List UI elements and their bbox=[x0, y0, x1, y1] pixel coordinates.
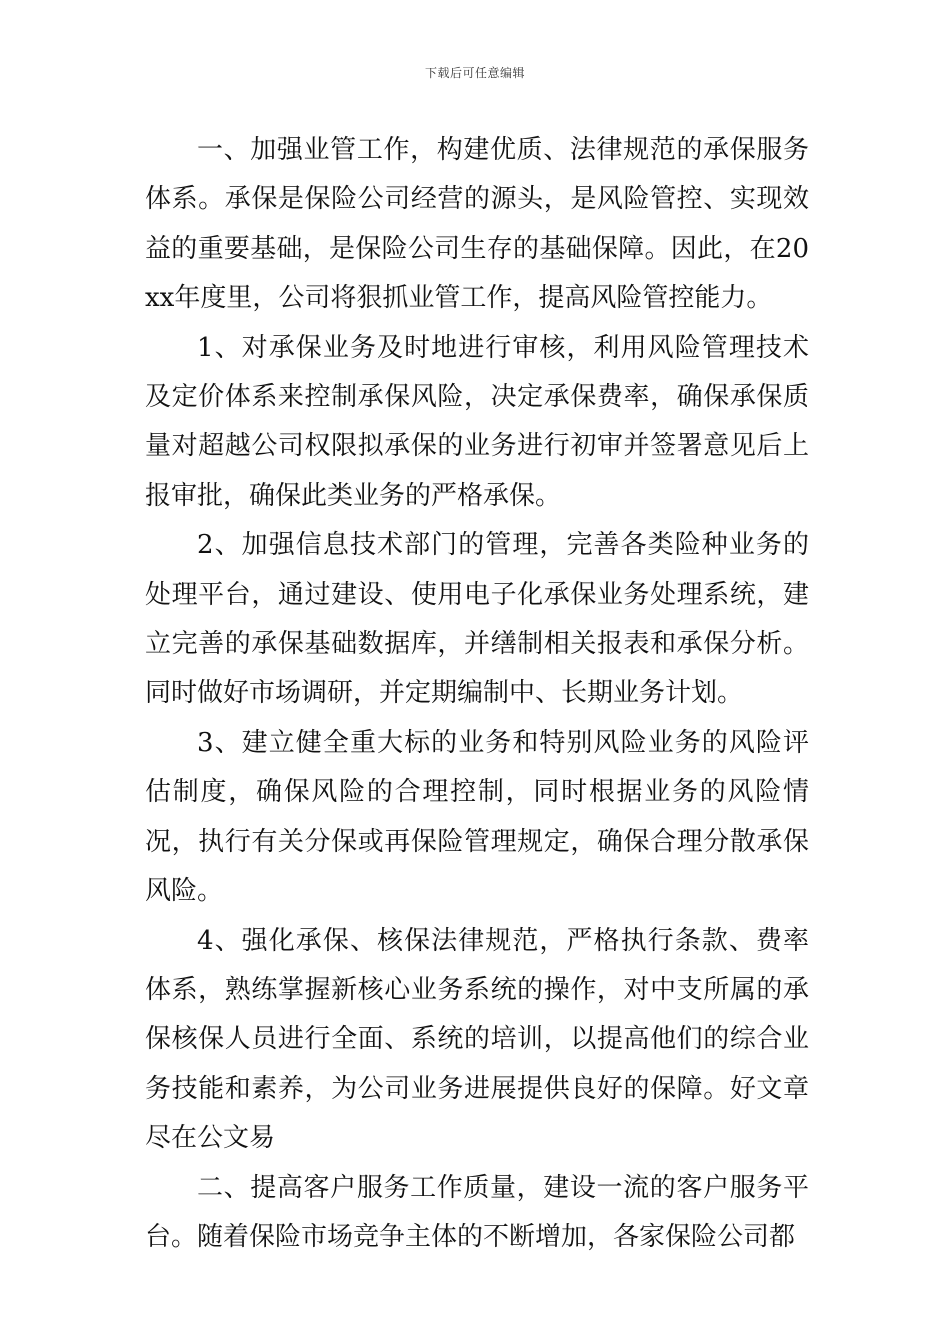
paragraph-item-3: 3、建立健全重大标的业务和特别风险业务的风险评估制度，确保风险的合理控制，同时根据业务的风险情况，执行有关分保或再保险管理规定，确保合理分散承保风险。 bbox=[145, 727, 809, 907]
paragraph-item-4: 4、强化承保、核保法律规范，严格执行条款、费率体系，熟练掌握新核心业务系统的操作，对中支所属的承保核保人员进行全面、系统的培训，以提高他们的综合业务技能和素养，为公司业务进展提供良好的保障。好文章尽在公文易 bbox=[145, 925, 809, 1154]
paragraph-item-1: 1、对承保业务及时地进行审核，利用风险管理技术及定价体系来控制承保风险，决定承保费率，确保承保质量对超越公司权限拟承保的业务进行初审并签署意见后上报审批，确保此类业务的严格承保。 bbox=[145, 332, 809, 511]
paragraph-section-two: 二、提高客户服务工作质量，建设一流的客户服务平台。随着保险市场竞争主体的不断增加，各家保险公司都 bbox=[145, 1172, 809, 1252]
paragraph-item-2: 2、加强信息技术部门的管理，完善各类险种业务的处理平台，通过建设、使用电子化承保业务处理系统，建立完善的承保基础数据库，并缮制相关报表和承保分析。同时做好市场调研，并定期编制中、长期业务计划。 bbox=[145, 530, 809, 709]
page-header: 下载后可任意编辑 bbox=[424, 66, 525, 80]
document-body bbox=[145, 126, 809, 1262]
paragraph-section-one: 一、加强业管工作，构建优质、法律规范的承保服务体系。承保是保险公司经营的源头，是风险管控、实现效益的重要基础，是保险公司生存的基础保障。因此，在20xx年度里，公司将狠抓业管工作，提高风险管控能力。 bbox=[145, 135, 809, 314]
